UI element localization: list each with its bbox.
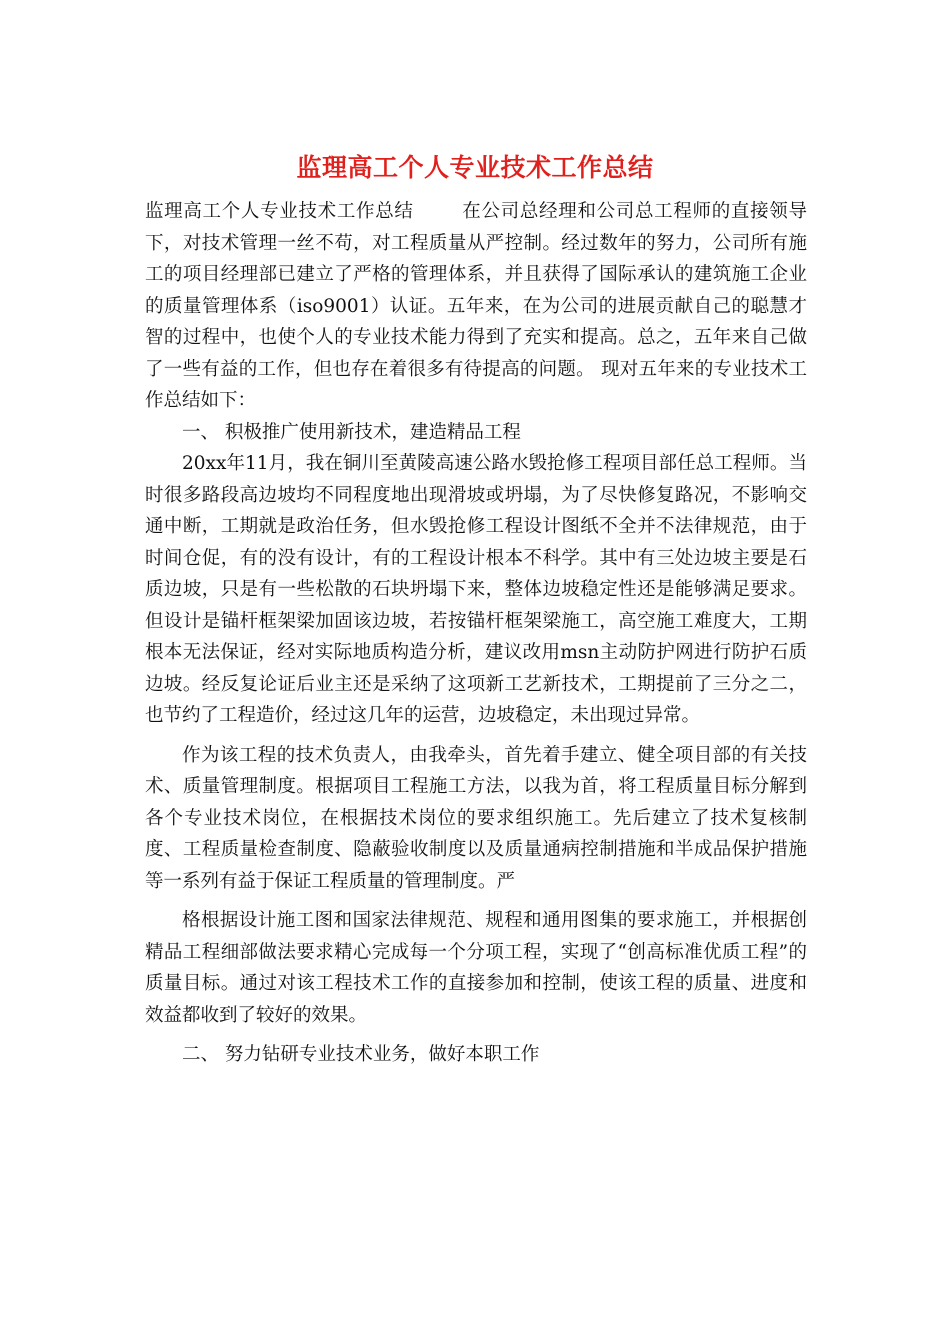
body-paragraph-1: 20xx年11月，我在铜川至黄陵高速公路水毁抢修工程项目部任总工程师。当时很多路段高边坡均不同程度地出现滑坡或坍塌，为了尽快修复路况，不影响交通中断，工期就是政治任务，但水毁抢修工程设计图纸不全并不法律规范，由于时间仓促，有的没有设计，有的工程设计根本不科学。其中有三处边坡主要是石质边坡，只是有一些松散的石块坍塌下来，整体边坡稳定性还是能够满足要求。但设计是锚杆框架梁加固该边坡，若按锚杆框架梁施工，高空施工难度大，工期根本无法保证，经对实际地质构造分析，建议改用msn主动防护网进行防护石质边坡。经反复论证后业主还是采纳了这项新工艺新技术，工期提前了三分之二，也节约了工程造价，经过这几年的运营，边坡稳定，未出现过异常。 xyxy=(145,453,807,726)
intro-body: 在公司总经理和公司总工程师的直接领导下，对技术管理一丝不苟，对工程质量从严控制。经过数年的努力，公司所有施工的项目经理部已建立了严格的管理体系，并且获得了国际承认的建筑施工企业的质量管理体系（iso9001）认证。五年来，在为公司的进展贡献自己的聪慧才智的过程中，也使个人的专业技术能力得到了充实和提高。总之，五年来自己做了一些有益的工作，但也存在着很多有待提高的问题。 现对五年来的专业技术工作总结如下： xyxy=(145,201,807,411)
body-paragraph-3: 格根据设计施工图和国家法律规范、规程和通用图集的要求施工，并根据创精品工程细部做法要求精心完成每一个分项工程，实现了“创高标准优质工程”的质量目标。通过对该工程技术工作的直接参加和控制，使该工程的质量、进度和效益都收到了较好的效果。 xyxy=(145,910,807,1026)
intro-lead: 监理高工个人专业技术工作总结 xyxy=(145,201,414,222)
body-paragraph-2: 作为该工程的技术负责人，由我牵头，首先着手建立、健全项目部的有关技术、质量管理制度。根据项目工程施工方法，以我为首，将工程质量目标分解到各个专业技术岗位，在根据技术岗位的要求组织施工。先后建立了技术复核制度、工程质量检查制度、隐蔽验收制度以及质量通病控制措施和半成品保护措施等一系列有益于保证工程质量的管理制度。严 xyxy=(145,744,807,892)
section-heading-1: 一、 积极推广使用新技术，建造精品工程 xyxy=(182,421,521,443)
intro-paragraph xyxy=(145,196,807,417)
document-title: 监理高工个人专业技术工作总结 xyxy=(296,153,654,182)
document-body xyxy=(145,196,807,1071)
section-heading-2: 二、 努力钻研专业技术业务，做好本职工作 xyxy=(182,1044,540,1065)
